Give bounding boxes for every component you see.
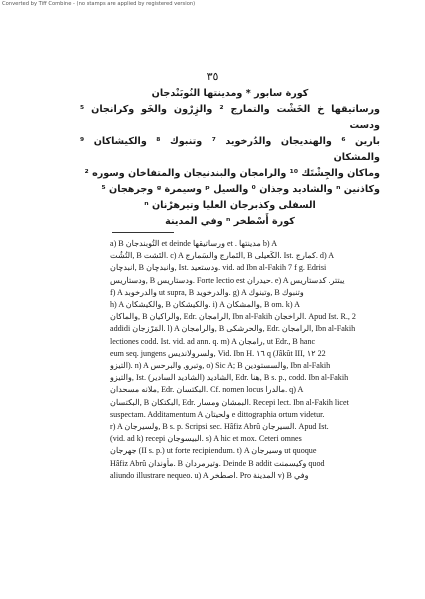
arabic-heading-line: كورة سابور * ومدينتها النُوبَنْدجان [151,88,309,99]
footnote-line: ودستاريس, B ودستاريس. Forte lectio est حيدران. e) A يبتتر. كدستاريس [110,275,345,285]
arabic-main-text [80,86,380,230]
arabic-text-line: السفلى وكذبرجان العليا وتيرهرْنان ⁿ [144,200,316,211]
footnote-line: suspectam. Additamentum A ولحيتان e dittographia ortum videtur. [110,409,325,419]
footnote-line: addidi المَرْزجان. l) A والرامجان, B والحرشكى, Edr. الرامجان, Ibn al-Fakih [110,324,356,334]
footnote-line: h) A والكيشكان, B والكيشكان. i) A والمشكان, B om. k) A [110,300,300,310]
footnotes-block [110,238,405,482]
footnote-line: r) A ولسيرجان, B s. p. Scripsi sec. Hâfiz Abrû السيرجان. Apud Ist. [110,422,329,432]
footnote-rule [112,232,174,233]
page-number: ٣٥ [206,70,219,83]
arabic-text-line: وكاذنين ⁿ والشاديد وجذان ⁰ والسيل ᵖ وسيمرة ᵍ وجرهجان ⁵ [101,184,380,195]
footnote-line: البكتسان, B البكتكان, Edr. البمشان ومسار. Recepi lect. Ibn al-Fakih licet [110,397,349,407]
footnote-line: والتيزو, Ist. الشاديد (الشاديد السادير), Edr. هنا, B s. p., codd. Ibn al-Fakih [110,373,349,383]
arabic-text-line: ورساتيقها خ الخَشْت والتمارج ² والزِرْون والخَو وكرانجان ⁵ ودست [80,104,380,131]
arabic-subheading-line: كورة أَسْطخر ⁿ وفي المدينة [165,216,295,227]
arabic-text-line: وماكان والجِشْتَك ¹⁰ والرامجان والبندنيجان والمتفاخان وسوره ² [84,168,380,179]
footnote-line: Hâfiz Abrû مأوندان. B وتيرمردان. Deinde B addit وكيسمنت quod [110,458,325,468]
footnote-line: eum seq. jungens ولسرولانديس, Vid. Ibn H. ١٦ q (Jâkût III, ١٢ 22 [110,348,326,358]
footnote-line: lectiones codd. Ist. vid. ad ann. q. m) A رامجان, ut Edr., B hanc [110,336,316,346]
footnote-line: والماكان, B والراكيان, Edr. الرامجان, Ibn al-Fakih الراخجان. Apud Ist. R., 2 [110,312,356,322]
scan-converter-banner: Converted by Tiff Combine - (no stamps are applied by registered version) [2,1,196,7]
footnote-line: a) B التُوبندجان et deinde ورساتيقها et . مدينتها b) A [110,239,278,248]
footnote-line: ملانه مسحدان, Edr. البكتسان. Cf. nomen locus مالدرا. q) A [110,385,304,395]
arabic-text-line: بارين ⁶ والهنديجان والدُرخويد ⁷ وتنبوك ⁸ والكيشاكان ⁹ والمشكان [80,136,380,163]
footnote-line: جهرجان (II s. p.) ut forte recipiendum. t) A وسيرجان ut quoque [110,446,317,456]
footnote-line: انبدچان, B وانبدچان, Ist. ودستعيد. vid. ad Ibn al-Fakih 7 f g. Edrisi [110,263,327,273]
footnote-line: (vid. ad k) recepi البيسوجان. s) A hic et mox. Ceteri omnes [110,434,302,444]
footnote-line: التُشُت, B التَشت. c) A التَمارج والسَمارج, B الكَعيلى. Ist. كمارج. d) A [110,251,335,261]
footnote-line: التيزو). n) A وتبرو, والبرحس, o) Sic A; B والسستودين, Ibn al-Fakih [110,361,331,371]
footnote-line: f) A والدرخوبد ut supra, B والدرخويد. g) A وتبنوك, B وتنبوك [110,287,304,297]
footnote-line: aliundo illustrare nequeo. u) A اصطخر. Pro المدينة v) B وفي [110,470,309,480]
